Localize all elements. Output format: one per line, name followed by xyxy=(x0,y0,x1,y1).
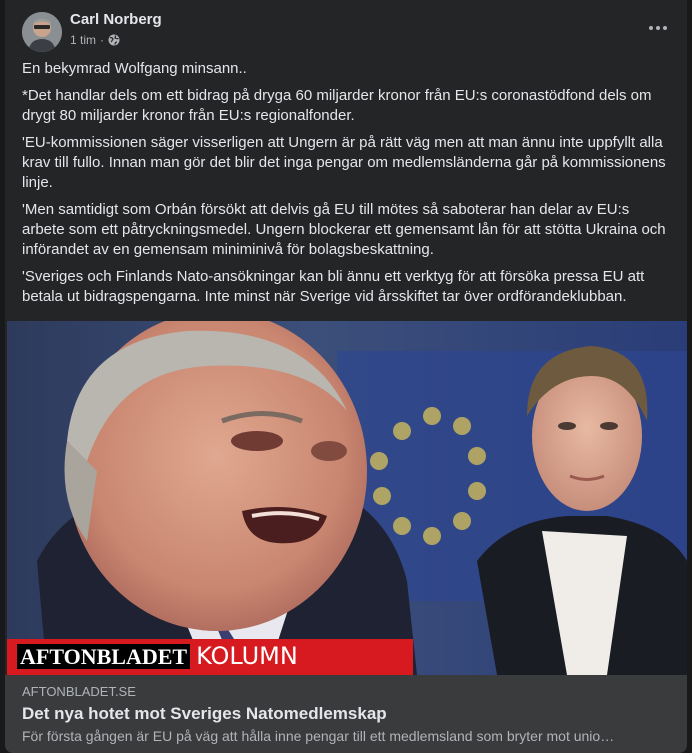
link-domain: AFTONBLADET.SE xyxy=(22,684,136,699)
post-paragraph: 'EU-kommissionen säger visserligen att Ungern är på rätt väg men att man ännu inte uppfyllt alla krav till fullo. Innan man gör det blir det inga pengar om medlemsländerna går på kommissionens linje. xyxy=(22,134,666,191)
post-header xyxy=(5,0,687,58)
author-name[interactable]: Carl Norberg xyxy=(70,11,162,28)
post-paragraph: *Det handlar dels om ett bidrag på dryga 60 miljarder kronor från EU:s coronastödfond dels om drygt 80 miljarder kronor från EU:s regionalfonder. xyxy=(22,87,652,124)
brand-section: KOLUMN xyxy=(196,642,298,670)
author-avatar[interactable] xyxy=(22,12,62,52)
avatar-image xyxy=(22,12,62,52)
brand-logo: AFTONBLADET xyxy=(17,644,190,669)
post-card xyxy=(5,0,687,753)
link-preview-image[interactable] xyxy=(7,321,687,675)
dot xyxy=(663,26,667,30)
post-meta xyxy=(70,33,120,47)
link-description: För första gången är EU på väg att hålla inne pengar till ett medlemsland som bryter mot unio… xyxy=(22,728,615,744)
meta-separator: · xyxy=(100,33,105,47)
article-photo xyxy=(7,321,687,675)
link-title[interactable]: Det nya hotet mot Sveriges Natomedlemskap xyxy=(22,704,387,723)
dot xyxy=(649,26,653,30)
post-time[interactable]: 1 tim xyxy=(70,33,97,47)
more-options-icon[interactable] xyxy=(647,18,669,38)
dot xyxy=(656,26,660,30)
link-preview-info[interactable] xyxy=(5,675,687,753)
brand-label xyxy=(17,642,298,670)
globe-icon[interactable] xyxy=(108,34,120,46)
post-paragraph: 'Sveriges och Finlands Nato-ansökningar kan bli ännu ett verktyg för att försöka pressa EU att betala ut bidragspengarna. Inte minst när Sverige vid årsskiftet tar över ordförandeklubban. xyxy=(22,268,645,305)
post-body xyxy=(22,59,672,314)
post-paragraph: 'Men samtidigt som Orbán försökt att delvis gå EU till mötes så saboterar han delar av EU:s arbete som ett påtryckningsmedel. Ungern blockerar ett gemensamt lån för att stötta Ukraina och införandet av en gemensam miniminivå för bolagsbeskattning. xyxy=(22,201,666,258)
post-paragraph: En bekymrad Wolfgang minsann.. xyxy=(22,60,247,77)
